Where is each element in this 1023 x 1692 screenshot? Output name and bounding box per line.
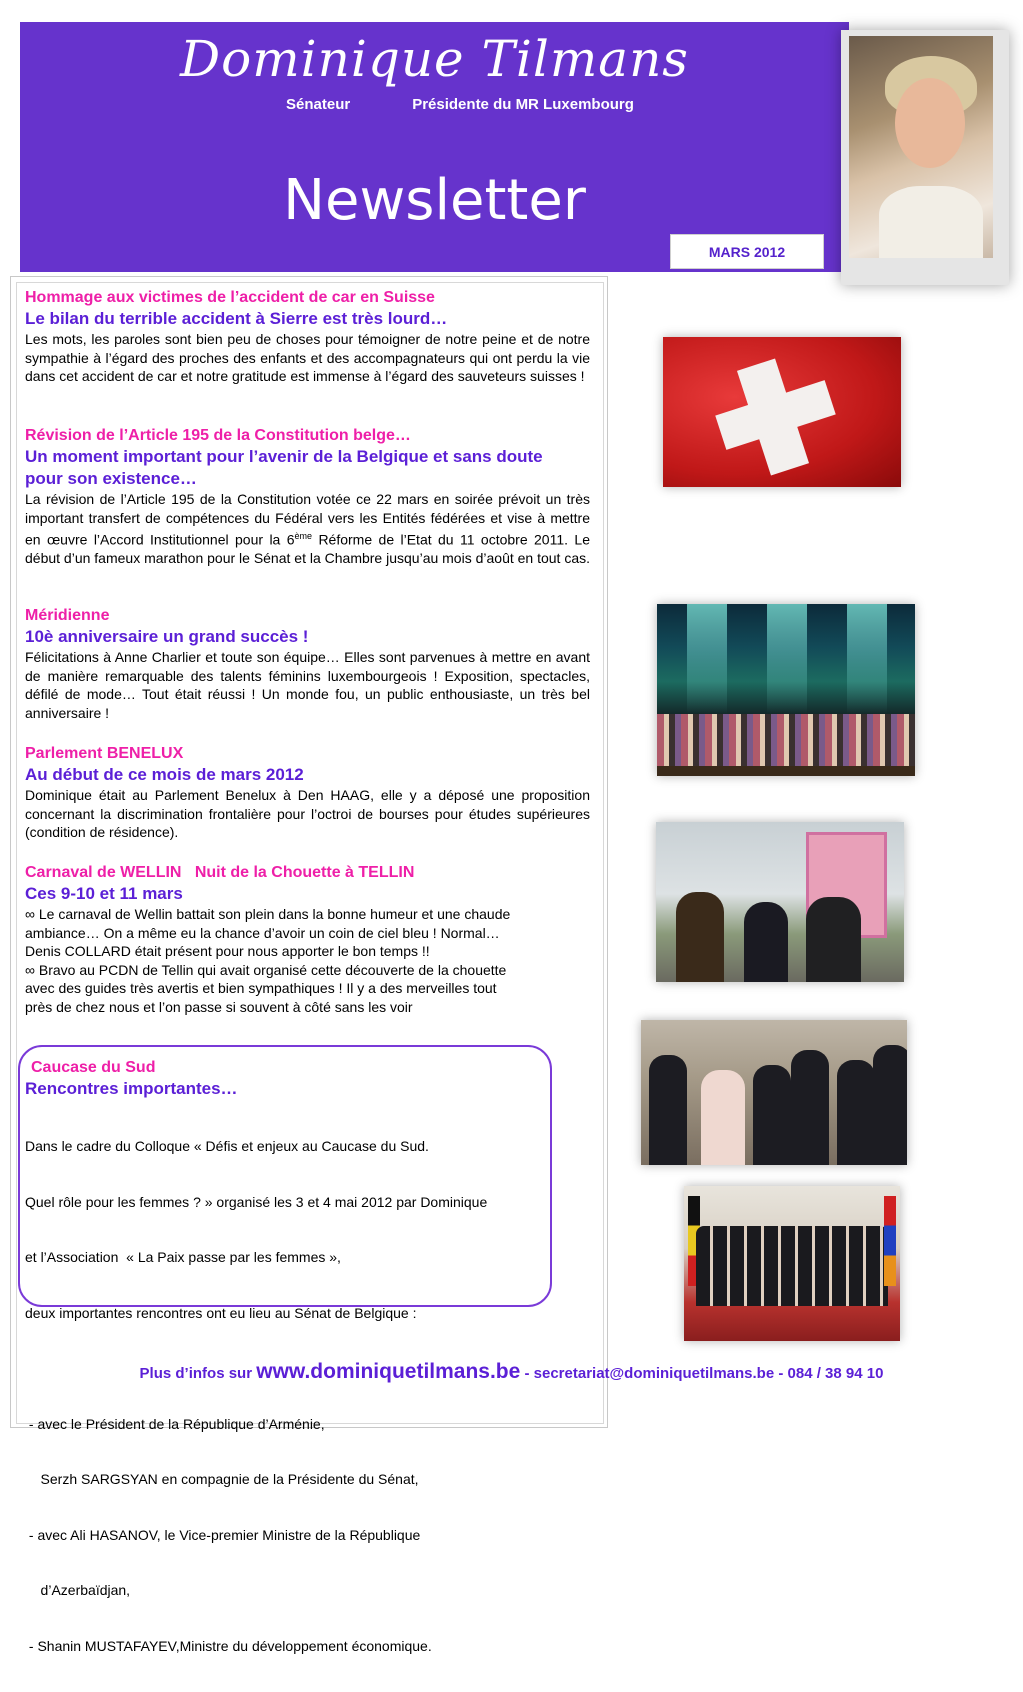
article-suisse: [25, 287, 590, 386]
article-kicker: Méridienne: [25, 607, 110, 624]
body-line: deux importantes rencontres ont eu lieu au Sénat de Belgique :: [25, 1304, 417, 1321]
article-kicker: Révision de l’Article 195 de la Constitution belge…: [25, 427, 411, 444]
header-banner: [20, 22, 849, 272]
article-body: Dominique était au Parlement Benelux à Den HAAG, elle y a déposé une proposition concernant la discrimination frontalière pour l’octroi de bourses pour études supérieures (condition de résidence).: [25, 787, 590, 840]
newsletter-title: Newsletter: [283, 168, 586, 233]
body-line: Dans le cadre du Colloque « Défis et enjeux au Caucase du Sud.: [25, 1138, 429, 1154]
author-roles: [286, 96, 634, 113]
article-kicker: Parlement BENELUX: [25, 745, 184, 762]
body-line: ambiance… On a même eu la chance d’avoir un coin de ciel bleu ! Normal…: [25, 924, 500, 941]
article-subhead: Ces 9-10 et 11 mars: [25, 884, 183, 903]
footer-contact: [0, 1360, 1023, 1384]
article-body: [25, 1100, 590, 1692]
body-line: d’Azerbaïdjan,: [25, 1582, 131, 1598]
article-subhead: 10è anniversaire un grand succès !: [25, 627, 309, 646]
article-constitution: [25, 425, 590, 568]
article-subhead: Le bilan du terrible accident à Sierre est très lourd…: [25, 309, 448, 328]
article-kicker: Caucase du Sud: [31, 1059, 156, 1076]
article-benelux: [25, 743, 590, 842]
article-kicker: Carnaval de WELLIN Nuit de la Chouette à TELLIN: [25, 864, 415, 881]
body-line: - Shanin MUSTAFAYEV,Ministre du développement économique.: [25, 1637, 432, 1654]
article-body: Les mots, les paroles sont bien peu de choses pour témoigner de notre peine et de notre sympathie à l’égard des proches des enfants et des accompagnateurs qui ont perdu la vie dans cet accident de car et notre gratitude est immense à l’égard des sauveteurs suisses !: [25, 331, 590, 384]
article-body: [25, 905, 590, 1016]
group-photo: [684, 1186, 900, 1341]
portrait-image: [849, 36, 993, 258]
body-line: - avec Ali HASANOV, le Vice-premier Ministre de la République: [25, 1526, 421, 1543]
article-meridienne: [25, 605, 590, 722]
body-line: - avec le Président de la République d’Arménie,: [25, 1415, 325, 1432]
meeting-photo: [641, 1020, 907, 1165]
article-kicker: Hommage aux victimes de l’accident de car en Suisse: [25, 289, 435, 306]
article-carnaval: [25, 862, 590, 1016]
body-line: Denis COLLARD était présent pour nous apporter le bon temps !!: [25, 943, 430, 959]
body-line: et l’Association « La Paix passe par les femmes »,: [25, 1249, 341, 1265]
article-body: Félicitations à Anne Charlier et toute son équipe… Elles sont parvenues à mettre en avant de manière remarquable des talents féminins luxembourgeois ! Exposition, spectacles, défilé de mode… Tout était réussi ! Un monde fou, un public enthousiaste, un très bel anniversaire !: [25, 649, 590, 721]
role-president: Présidente du MR Luxembourg: [412, 96, 634, 113]
article-subhead: Rencontres importantes…: [25, 1079, 238, 1098]
footer-prefix: Plus d’infos sur: [139, 1365, 257, 1382]
body-line: ∞ Le carnaval de Wellin battait son plein dans la bonne humeur et une chaude: [25, 906, 511, 922]
footer-contact-details: - secretariat@dominiquetilmans.be - 084 / 38 94 10: [520, 1365, 884, 1382]
stage-anniversary-photo: [657, 604, 915, 776]
body-line: ∞ Bravo au PCDN de Tellin qui avait organisé cette découverte de la chouette: [25, 961, 507, 978]
body-line: Quel rôle pour les femmes ? » organisé les 3 et 4 mai 2012 par Dominique: [25, 1193, 488, 1210]
website-link[interactable]: www.dominiquetilmans.be: [256, 1360, 521, 1383]
author-name: Dominique Tilmans: [180, 30, 689, 88]
article-subhead: Au début de ce mois de mars 2012: [25, 765, 304, 784]
role-senator: Sénateur: [286, 96, 351, 113]
article-subhead: Un moment important pour l’avenir de la Belgique et sans doute pour son existence…: [25, 447, 543, 488]
carnaval-photo: [656, 822, 904, 982]
body-line: près de chez nous et l’on passe si souvent à côté sans les voir: [25, 998, 413, 1015]
issue-date: MARS 2012: [670, 234, 824, 269]
swiss-flag-photo: [663, 337, 901, 487]
body-line: avec des guides très avertis et bien sympathiques ! Il y a des merveilles tout: [25, 980, 497, 996]
article-body: La révision de l’Article 195 de la Constitution votée ce 22 mars en soirée prévoit un très important transfert de compétences du Fédéral vers les Entités fédérées et vise à mettre en œuvre l’Accord Institutionnel pour la 6ème Réforme de l’Etat du 11 octobre 2011. Le début d’un fameux marathon pour le Sénat et la Chambre jusqu’au mois d’août en tout cas.: [25, 491, 591, 567]
portrait-photo: [841, 30, 1009, 285]
body-line: Serzh SARGSYAN en compagnie de la Présidente du Sénat,: [25, 1471, 419, 1487]
